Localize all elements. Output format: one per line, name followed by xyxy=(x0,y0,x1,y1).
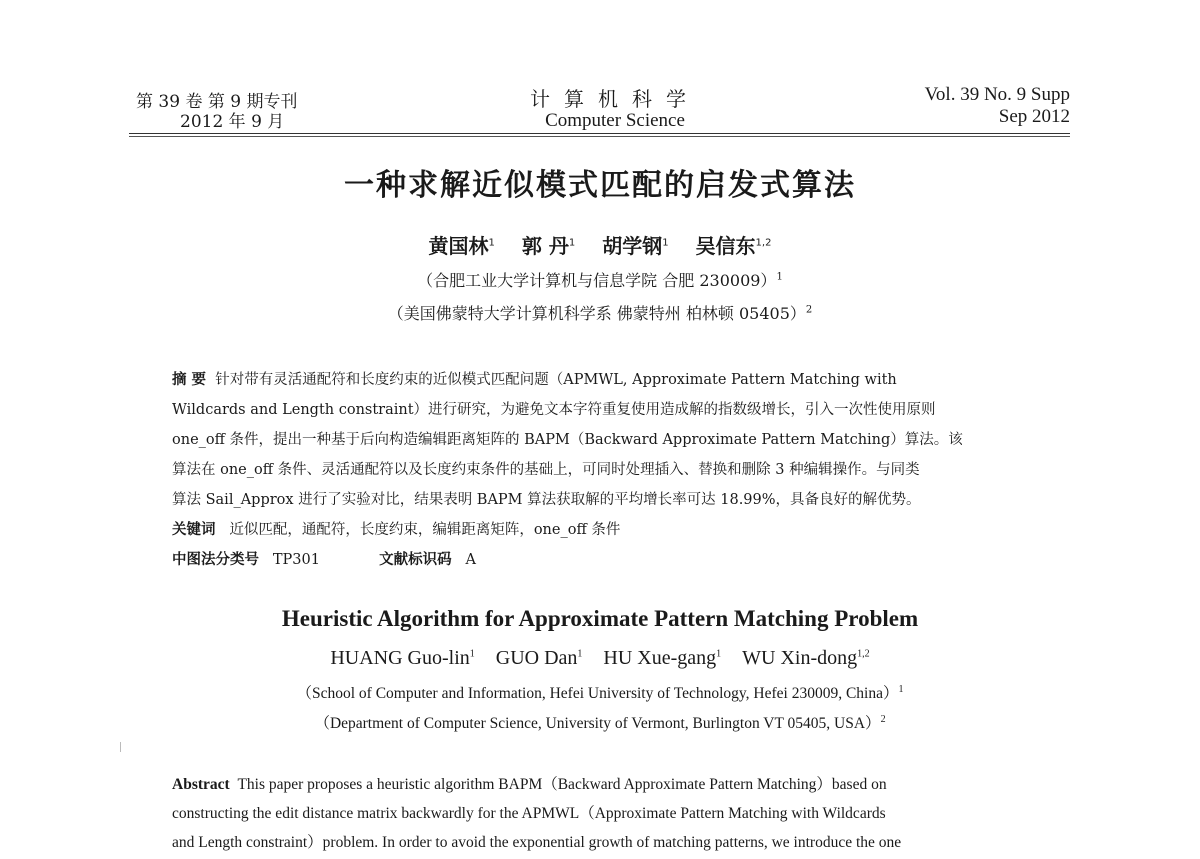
abstract-en-line: Abstract This paper proposes a heuristic algorithm BAPM（Backward Approximate Pattern Matching）based on xyxy=(172,776,887,793)
abstract-cn-line: Wildcards and Length constraint）进行研究，为避免文本字符重复使用造成解的指数级增长，引入一次性使用原则 xyxy=(172,402,936,418)
header-rule-thin xyxy=(129,136,1070,137)
volume-issue: 第 39 卷 第 9 期专刊 xyxy=(136,92,298,112)
abstract-en-line: and Length constraint）problem. In order to avoid the exponential growth of matching patterns, we introduce the one xyxy=(172,834,902,851)
journal-name-en: Computer Science xyxy=(545,110,685,131)
classification xyxy=(172,548,476,569)
publication-date-en: Sep 2012 xyxy=(998,106,1070,127)
paper-title-en: Heuristic Algorithm for Approximate Pattern Matching Problem xyxy=(281,606,919,631)
journal-name-cn: 计算机科学 xyxy=(530,87,700,111)
author-en: WU Xin-dong$^{1,2}$ xyxy=(742,647,870,669)
abstract-cn-line: 摘 要 针对带有灵活通配符和长度约束的近似模式匹配问题（APMWL, Approximate Pattern Matching with xyxy=(172,372,897,388)
author-cn: 郭 丹$^1$ xyxy=(521,234,576,258)
affiliation-en-1: （School of Computer and Information, Hefei University of Technology, Hefei 230009, China）$^1$ xyxy=(296,683,904,702)
publication-date-cn: 2012 年 9 月 xyxy=(180,112,285,132)
author-list-en xyxy=(0,647,1200,670)
running-header-right xyxy=(880,84,1070,128)
abstract-en-label: Abstract xyxy=(172,776,230,793)
doc-code-label: 文献标识码 xyxy=(379,552,452,568)
running-header-left xyxy=(136,92,297,132)
keywords-cn-label: 关键词 xyxy=(172,522,216,538)
abstract-cn-label: 摘 要 xyxy=(172,372,207,388)
classification-label: 中图法分类号 xyxy=(172,552,259,568)
abstract-en xyxy=(172,770,1038,857)
author-list-cn xyxy=(0,230,1200,259)
classification-value: TP301 xyxy=(272,552,320,568)
abstract-en-line: constructing the edit distance matrix backwardly for the APMWL（Approximate Pattern Matching with Wildcards xyxy=(172,805,886,822)
header-rule xyxy=(129,133,1070,134)
author-en: GUO Dan$^1$ xyxy=(495,647,583,669)
affiliation-cn-2: （美国佛蒙特大学计算机科学系 佛蒙特州 柏林顿 05405）$^2$ xyxy=(387,304,813,323)
scan-artifact xyxy=(120,742,121,752)
author-en: HU Xue-gang$^1$ xyxy=(603,647,722,669)
keywords-cn xyxy=(172,518,620,539)
author-en: HUANG Guo-lin$^1$ xyxy=(330,647,475,669)
abstract-cn-line: one_off 条件，提出一种基于后向构造编辑距离矩阵的 BAPM（Backward Approximate Pattern Matching）算法。该 xyxy=(172,432,963,448)
affiliation-en-2: （Department of Computer Science, University of Vermont, Burlington VT 05405, USA）$^2$ xyxy=(314,713,886,732)
keywords-cn-text: 近似匹配，通配符，长度约束，编辑距离矩阵，one_off 条件 xyxy=(229,522,621,538)
author-cn: 吴信东$^{1,2}$ xyxy=(695,234,772,258)
abstract-cn-line: 算法 Sail_Approx 进行了实验对比，结果表明 BAPM 算法获取解的平均增长率可达 18.99%，具备良好的解优势。 xyxy=(172,492,921,508)
abstract-cn-line: 算法在 one_off 条件、灵活通配符以及长度约束条件的基础上，可同时处理插入、替换和删除 3 种编辑操作。与同类 xyxy=(172,462,920,478)
doc-code-value: A xyxy=(465,552,476,568)
author-cn: 胡学钢$^1$ xyxy=(602,234,669,258)
paper-title-cn: 一种求解近似模式匹配的启发式算法 xyxy=(344,168,856,203)
journal-name xyxy=(490,88,740,132)
author-cn: 黄国林$^1$ xyxy=(428,234,495,258)
affiliation-cn-1: （合肥工业大学计算机与信息学院 合肥 230009）$^1$ xyxy=(417,271,783,290)
abstract-cn xyxy=(172,365,1038,515)
volume-issue-en: Vol. 39 No. 9 Supp xyxy=(924,84,1070,105)
